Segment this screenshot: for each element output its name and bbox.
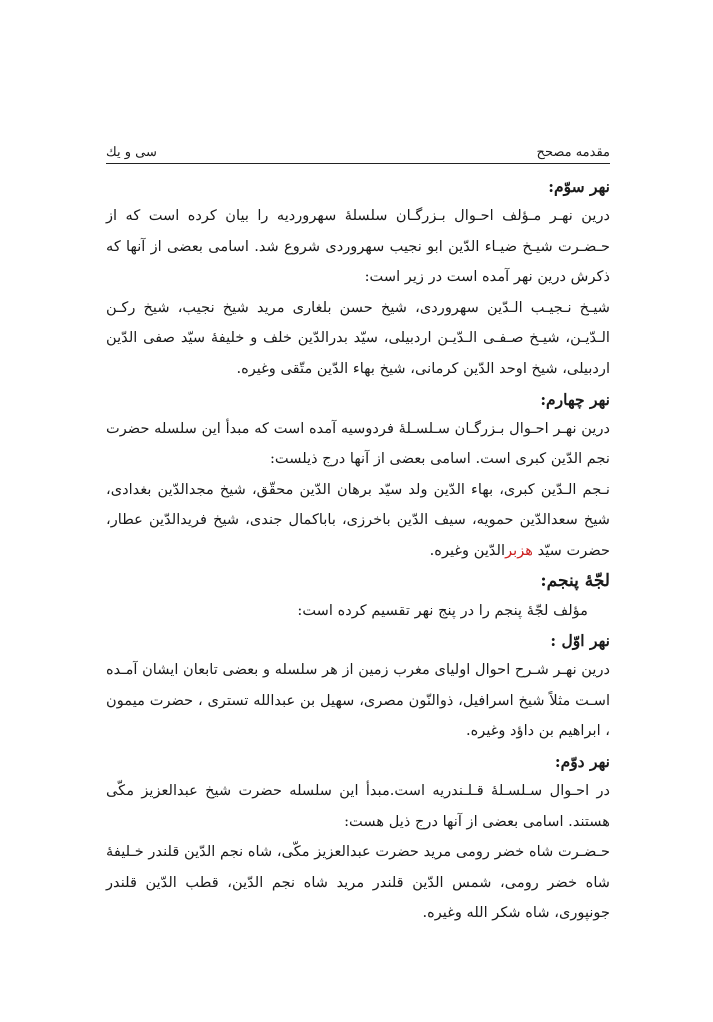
page-number: سی و یك	[106, 145, 157, 160]
paragraph-text-end: الدّین وغیره.	[429, 541, 506, 559]
paragraph: حـضـرت شاه خضر رومی مرید حضرت عبدالعزیز مکّی، شاه نجم الدّین قلندر خـلیفۀ شاه خضر رومی، شمس الدّین قلندر مرید شاه نجم الدّین، قطب الدّین قلندر جونپوری، شاه شکر الله وغیره.	[106, 843, 610, 922]
running-head	[106, 138, 610, 164]
paragraph: درین نهـر احـوال بـزرگـان سـلسـلۀ فردوسیه آمده است که مبدأ این سلسله حضرت نجم الدّین کبری است. اسامی بعضی از آنها درج ذیلست:	[106, 419, 610, 468]
section-heading-nahr-2: نهر دوّم:	[554, 751, 610, 771]
paragraph-with-highlight	[106, 475, 610, 567]
paragraph: شیـخ نـجیـب الـدّین سهروردی، شیخ حسن بلغاری مرید شیخ نجیب، شیخ رکـن الـدّیـن، شیـخ صـفـی الـدّیـن اردبیلی، سیّد بدرالدّین خلف و خلیفۀ سیّد صفی الدّین اردبیلی، شیخ اوحد الدّین کرمانی، شیخ بهاء الدّین متّقی وغیره.	[106, 298, 610, 377]
paragraph: درین نهـر شـرح احوال اولیای مغرب زمین از هر سلسله و بعضی تابعان ایشان آمـده اسـت مثلاً شیخ اسرافیل، ذوالنّون مصری، سهیل بن عبدالله تستری ، حضرت میمون ، ابراهیم بن داؤد وغیره.	[106, 661, 610, 740]
paragraph: در احـوال سـلسـلۀ قـلـندریه است.مبدأ این سلسله حضرت شیخ عبدالعزیز مکّی هستند. اسامی بعضی از آنها درج ذیل هست:	[106, 781, 610, 830]
paragraph: مؤلف لجّۀ پنجم را در پنج نهر تقسیم کرده است:	[297, 601, 588, 619]
section-heading-nahr-1: نهر اوّل :	[550, 631, 610, 651]
document-page	[106, 138, 610, 929]
highlighted-word: هزبر	[505, 541, 533, 559]
paragraph-text: نـجم الـدّین کبری، بهاء الدّین ولد سیّد برهان الدّین محقّق، شیخ مجدالدّین بغدادی، شیخ سعدالدّین حمویه، سیف الدّین باخرزی، باباکمال جندی، شیخ فریدالدّین عطار، حضرت سیّد	[106, 480, 610, 559]
paragraph: درین نهـر مـؤلف احـوال بـزرگـان سلسلۀ سهروردیه را بیان کرده است که از حـضـرت شیـخ ضیـاء الدّین ابو نجیب سهروردی شروع شد. اسامی بعضی از آنها که ذکرش درین نهر آمده است در زیر است:	[106, 207, 610, 286]
section-heading-lujja-5: لجّۀ پنجم:	[540, 570, 610, 591]
page-content	[106, 172, 610, 929]
section-heading-nahr-3: نهر سوّم:	[548, 177, 610, 196]
running-head-title: مقدمه مصحح	[536, 145, 610, 160]
section-heading-nahr-4: نهر چهارم:	[540, 389, 610, 409]
